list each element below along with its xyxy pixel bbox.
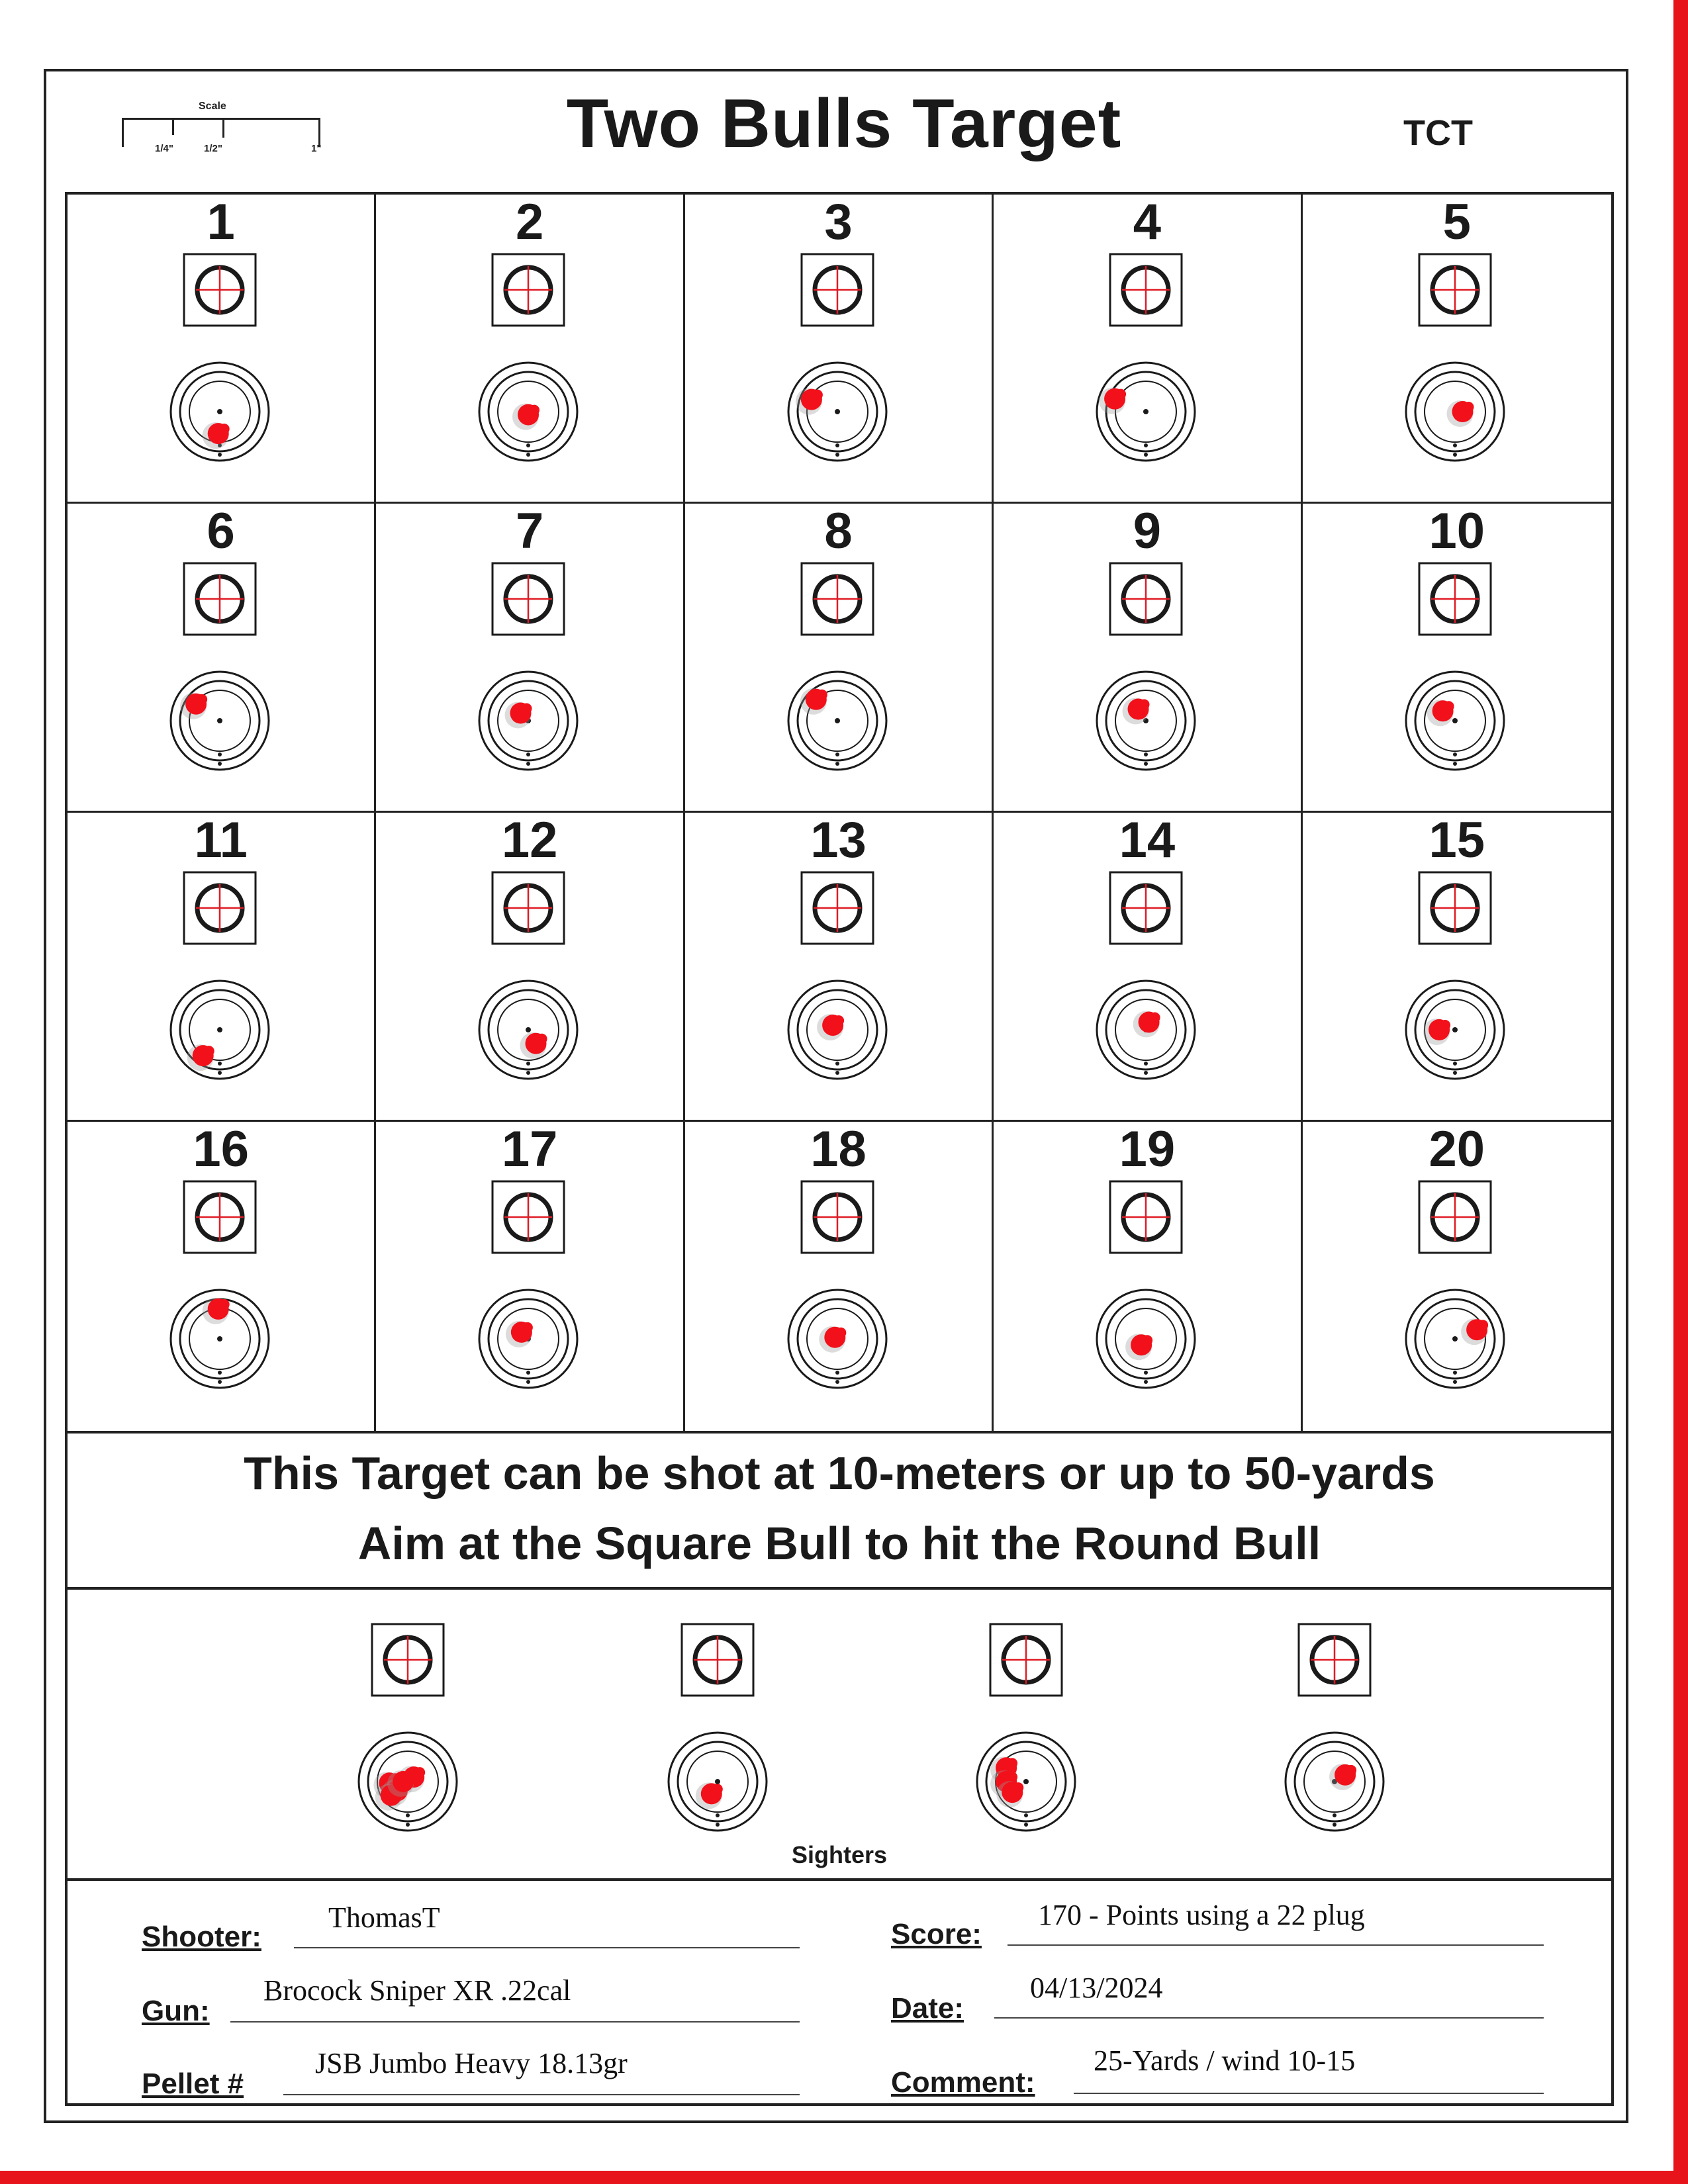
date-value[interactable]: 04/13/2024: [1030, 1972, 1163, 2004]
square-bull: [800, 253, 874, 327]
score-underline: [1008, 1944, 1544, 1946]
square-bull: [800, 1180, 874, 1254]
ring-score-mark: [526, 762, 530, 766]
ring-score-mark: [835, 762, 839, 766]
ring-score-mark: [1453, 1380, 1457, 1384]
square-bull: [183, 871, 257, 945]
round-bull: [973, 1729, 1079, 1835]
square-bull: [491, 871, 565, 945]
round-bull-graphic: [167, 1286, 273, 1392]
square-bull-graphic: [183, 562, 257, 636]
date-label: Date:: [891, 1992, 964, 2025]
shot-hit-splatter: [522, 1322, 533, 1333]
pellet-value[interactable]: JSB Jumbo Heavy 18.13gr: [315, 2047, 628, 2079]
ring-score-mark: [1144, 443, 1148, 447]
scale-title: Scale: [199, 101, 226, 112]
ring-score-mark: [1024, 1823, 1028, 1827]
target-cell: [1303, 195, 1611, 504]
square-bull-graphic: [1109, 871, 1183, 945]
square-bull: [989, 1623, 1063, 1697]
target-number: 3: [824, 194, 853, 250]
ring-score-mark: [1453, 752, 1457, 756]
target-cell: [376, 195, 684, 504]
shot-hit-splatter: [1443, 701, 1454, 711]
target-number: 16: [193, 1121, 249, 1177]
shot-hit-splatter: [1150, 1013, 1160, 1023]
square-bull: [183, 1180, 257, 1254]
shot-hit-splatter: [1007, 1772, 1017, 1782]
ring-score-mark: [835, 1071, 839, 1075]
shot-hit-splatter: [414, 1767, 425, 1778]
round-bull-center-mark: [526, 1027, 531, 1032]
shot-hit-splatter: [835, 1328, 846, 1338]
square-bull-graphic: [1109, 1180, 1183, 1254]
target-number: 8: [824, 503, 853, 559]
round-bull: [1402, 1286, 1508, 1392]
ring-score-mark: [1453, 762, 1457, 766]
square-bull-graphic: [491, 562, 565, 636]
target-number: 2: [515, 194, 544, 250]
square-bull-graphic: [1418, 871, 1492, 945]
ring-score-mark: [1024, 1813, 1028, 1817]
target-number: 11: [194, 812, 248, 868]
shot-hit-splatter: [1115, 389, 1126, 400]
ring-score-mark: [1453, 1071, 1457, 1075]
round-bull-center-mark: [835, 718, 840, 723]
shot-hit-splatter: [219, 1299, 230, 1310]
ring-score-mark: [1144, 762, 1148, 766]
round-bull: [1093, 977, 1199, 1083]
target-number: 10: [1429, 503, 1485, 559]
round-bull: [167, 668, 273, 774]
ring-score-mark: [406, 1813, 410, 1817]
square-bull-graphic: [183, 1180, 257, 1254]
target-cell: [994, 1122, 1302, 1431]
sighter-target: [960, 1623, 1092, 1841]
shot-hit-splatter: [1013, 1782, 1023, 1793]
round-bull: [475, 668, 581, 774]
round-bull: [475, 1286, 581, 1392]
target-cell: [68, 504, 376, 813]
ring-score-mark: [218, 1380, 222, 1384]
ring-score-mark: [218, 1071, 222, 1075]
square-bull: [1109, 871, 1183, 945]
square-bull: [1418, 562, 1492, 636]
ring-score-mark: [835, 1371, 839, 1375]
target-cell: [685, 195, 994, 504]
round-bull-graphic: [1093, 668, 1199, 774]
date-underline: [994, 2017, 1544, 2019]
round-bull-graphic: [475, 359, 581, 465]
square-bull-graphic: [800, 1180, 874, 1254]
target-cell: [685, 813, 994, 1122]
instructions-line-1: This Target can be shot at 10-meters or up to 50-yards: [244, 1447, 1435, 1499]
shooter-value[interactable]: ThomasT: [328, 1901, 440, 1934]
round-bull: [784, 977, 890, 1083]
ring-score-mark: [218, 453, 222, 457]
ring-score-mark: [835, 1380, 839, 1384]
ring-score-mark: [526, 1071, 530, 1075]
shot-hit-splatter: [522, 704, 532, 714]
square-bull-graphic: [1109, 253, 1183, 327]
target-number: 1: [207, 194, 235, 250]
ring-score-mark: [526, 1380, 530, 1384]
shooter-underline: [294, 1947, 800, 1948]
scale-label: 1": [311, 143, 322, 154]
ring-score-mark: [1144, 1071, 1148, 1075]
ring-score-mark: [1453, 453, 1457, 457]
round-bull-graphic: [167, 668, 273, 774]
round-bull: [784, 359, 890, 465]
round-bull-graphic: [475, 977, 581, 1083]
shot-hit-splatter: [197, 694, 207, 705]
shot-hit-splatter: [1139, 700, 1150, 710]
target-number: 14: [1119, 812, 1176, 868]
shot-hit-splatter: [1463, 402, 1474, 412]
round-bull: [1282, 1729, 1387, 1835]
round-bull-graphic: [475, 1286, 581, 1392]
target-cell: [994, 813, 1302, 1122]
square-bull-graphic: [1109, 562, 1183, 636]
square-bull: [680, 1623, 755, 1697]
square-bull: [491, 253, 565, 327]
round-bull-graphic: [784, 1286, 890, 1392]
gun-underline: [230, 2021, 800, 2023]
sighter-target: [651, 1623, 784, 1841]
round-bull-graphic: [784, 359, 890, 465]
ring-score-mark: [1333, 1823, 1336, 1827]
round-bull: [355, 1729, 461, 1835]
ring-score-mark: [1144, 1380, 1148, 1384]
square-bull: [1418, 253, 1492, 327]
page-title: Two Bulls Target: [566, 85, 1122, 162]
target-cell: [1303, 504, 1611, 813]
shooter-label: Shooter:: [142, 1921, 261, 1953]
round-bull-center-mark: [1452, 1027, 1458, 1032]
shot-hit-splatter: [404, 1772, 414, 1782]
target-cell: [68, 195, 376, 504]
round-bull-graphic: [167, 359, 273, 465]
ring-score-mark: [526, 453, 530, 457]
square-bull-graphic: [680, 1623, 755, 1697]
round-bull: [1093, 668, 1199, 774]
target-cell: [376, 1122, 684, 1431]
gun-label: Gun:: [142, 1995, 210, 2027]
round-bull-graphic: [1093, 1286, 1199, 1392]
square-bull: [1418, 1180, 1492, 1254]
ring-score-mark: [526, 752, 530, 756]
sighter-target: [342, 1623, 474, 1841]
round-bull: [167, 977, 273, 1083]
instructions-line-2: Aim at the Square Bull to hit the Round Bull: [357, 1518, 1321, 1569]
comment-underline: [1074, 2093, 1544, 2094]
target-number: 7: [515, 503, 544, 559]
target-cell: [1303, 813, 1611, 1122]
square-bull-graphic: [183, 253, 257, 327]
square-bull: [1109, 562, 1183, 636]
target-number: 6: [207, 503, 235, 559]
round-bull: [1093, 359, 1199, 465]
sighters-label: Sighters: [791, 1841, 888, 1868]
shot-hit-splatter: [537, 1034, 547, 1044]
square-bull-graphic: [1418, 1180, 1492, 1254]
scale-label: 1/2": [204, 143, 222, 154]
round-bull: [1402, 668, 1508, 774]
target-cell: [994, 504, 1302, 813]
shot-hit-splatter: [219, 424, 230, 434]
square-bull: [491, 1180, 565, 1254]
target-number: 5: [1442, 194, 1471, 250]
target-cell: [994, 195, 1302, 504]
round-bull-center-mark: [1452, 718, 1458, 723]
square-bull: [1109, 253, 1183, 327]
ring-score-mark: [716, 1823, 720, 1827]
target-cell: [376, 504, 684, 813]
round-bull-graphic: [1282, 1729, 1387, 1835]
shot-hit-splatter: [1440, 1020, 1450, 1030]
square-bull-graphic: [800, 562, 874, 636]
round-bull-graphic: [1093, 977, 1199, 1083]
gun-value[interactable]: Brocock Sniper XR .22cal: [263, 1974, 571, 2007]
target-cell: [68, 1122, 376, 1431]
target-cell: [685, 504, 994, 813]
ring-score-mark: [1453, 1371, 1457, 1375]
round-bull: [475, 359, 581, 465]
target-number: 13: [810, 812, 867, 868]
round-bull: [1402, 977, 1508, 1083]
shot-hit-splatter: [817, 690, 827, 700]
round-bull-graphic: [355, 1729, 461, 1835]
round-bull-center-mark: [217, 409, 222, 414]
round-bull-graphic: [665, 1729, 771, 1835]
round-bull-center-mark: [1023, 1779, 1029, 1784]
square-bull-graphic: [491, 253, 565, 327]
shot-hit-splatter: [1477, 1320, 1488, 1330]
square-bull-graphic: [1418, 253, 1492, 327]
ring-score-mark: [1144, 1371, 1148, 1375]
square-bull: [1297, 1623, 1372, 1697]
target-number: 12: [501, 812, 558, 868]
ring-score-mark: [835, 443, 839, 447]
shot-hit-splatter: [1142, 1335, 1152, 1345]
target-number: 9: [1133, 503, 1162, 559]
brand-label: TCT: [1403, 113, 1473, 153]
score-label: Score:: [891, 1918, 982, 1950]
round-bull-center-mark: [217, 1336, 222, 1342]
round-bull-graphic: [1093, 359, 1199, 465]
shot-hit-splatter: [812, 390, 823, 400]
pellet-label: Pellet #: [142, 2068, 244, 2100]
square-bull-graphic: [800, 253, 874, 327]
red-edge-bottom: [0, 2171, 1688, 2184]
round-bull-graphic: [1402, 359, 1508, 465]
target-number: 19: [1119, 1121, 1176, 1177]
square-bull: [800, 562, 874, 636]
red-edge-right: [1673, 0, 1688, 2184]
target-cell: [376, 813, 684, 1122]
ring-score-mark: [1453, 443, 1457, 447]
ring-score-mark: [526, 1371, 530, 1375]
comment-value[interactable]: 25-Yards / wind 10-15: [1094, 2044, 1356, 2077]
shot-hit-splatter: [204, 1046, 214, 1056]
target-grid: [65, 192, 1614, 1433]
round-bull-center-mark: [1143, 409, 1149, 414]
target-cell: [68, 813, 376, 1122]
shot-hit-splatter: [712, 1784, 723, 1794]
square-bull-graphic: [183, 871, 257, 945]
round-bull-graphic: [1402, 668, 1508, 774]
round-bull-center-mark: [217, 718, 222, 723]
ring-score-mark: [526, 1062, 530, 1066]
square-bull-graphic: [371, 1623, 445, 1697]
ring-score-mark: [1144, 453, 1148, 457]
square-bull-graphic: [491, 1180, 565, 1254]
round-bull-center-mark: [217, 1027, 222, 1032]
shot-hit-splatter: [833, 1015, 844, 1026]
instructions-box: [65, 1433, 1614, 1590]
target-number: 15: [1429, 812, 1485, 868]
target-number: 20: [1429, 1121, 1485, 1177]
shot-hit-splatter: [529, 405, 539, 416]
square-bull: [1418, 871, 1492, 945]
ring-score-mark: [218, 1062, 222, 1066]
ring-score-mark: [1333, 1813, 1336, 1817]
square-bull-graphic: [1418, 562, 1492, 636]
round-bull-graphic: [475, 668, 581, 774]
square-bull: [800, 871, 874, 945]
round-bull: [1093, 1286, 1199, 1392]
round-bull-graphic: [1402, 1286, 1508, 1392]
square-bull: [183, 253, 257, 327]
comment-label: Comment:: [891, 2066, 1035, 2099]
target-number: 18: [810, 1121, 867, 1177]
ring-score-mark: [1453, 1062, 1457, 1066]
square-bull-graphic: [1297, 1623, 1372, 1697]
round-bull-center-mark: [1452, 1336, 1458, 1342]
round-bull-graphic: [784, 977, 890, 1083]
ring-score-mark: [218, 762, 222, 766]
round-bull: [167, 1286, 273, 1392]
round-bull-center-mark: [835, 409, 840, 414]
round-bull: [665, 1729, 771, 1835]
scale-label: 1/4": [155, 143, 173, 154]
square-bull: [371, 1623, 445, 1697]
round-bull-graphic: [1402, 977, 1508, 1083]
square-bull-graphic: [800, 871, 874, 945]
ring-score-mark: [218, 752, 222, 756]
square-bull: [183, 562, 257, 636]
ring-score-mark: [835, 1062, 839, 1066]
target-number: 4: [1133, 194, 1162, 250]
round-bull-center-mark: [715, 1779, 720, 1784]
ring-score-mark: [1144, 1062, 1148, 1066]
ring-score-mark: [1144, 752, 1148, 756]
target-cell: [685, 1122, 994, 1431]
ring-score-mark: [406, 1823, 410, 1827]
square-bull: [1109, 1180, 1183, 1254]
round-bull: [1402, 359, 1508, 465]
shot-hit-splatter: [1346, 1765, 1356, 1776]
pellet-underline: [283, 2094, 800, 2095]
ring-score-mark: [835, 453, 839, 457]
shot-hit-splatter: [1007, 1758, 1017, 1768]
sighter-target: [1268, 1623, 1401, 1841]
score-value[interactable]: 170 - Points using a 22 plug: [1038, 1899, 1365, 1931]
sighters-box: [65, 1590, 1614, 1881]
ring-score-mark: [716, 1813, 720, 1817]
square-bull-graphic: [989, 1623, 1063, 1697]
target-cell: [1303, 1122, 1611, 1431]
round-bull-graphic: [784, 668, 890, 774]
square-bull: [491, 562, 565, 636]
target-number: 17: [501, 1121, 558, 1177]
round-bull: [475, 977, 581, 1083]
round-bull: [167, 359, 273, 465]
round-bull-graphic: [167, 977, 273, 1083]
round-bull: [784, 668, 890, 774]
info-box: [65, 1881, 1614, 2106]
ring-score-mark: [526, 443, 530, 447]
round-bull-graphic: [973, 1729, 1079, 1835]
square-bull-graphic: [491, 871, 565, 945]
ring-score-mark: [835, 752, 839, 756]
ring-score-mark: [218, 1371, 222, 1375]
round-bull: [784, 1286, 890, 1392]
